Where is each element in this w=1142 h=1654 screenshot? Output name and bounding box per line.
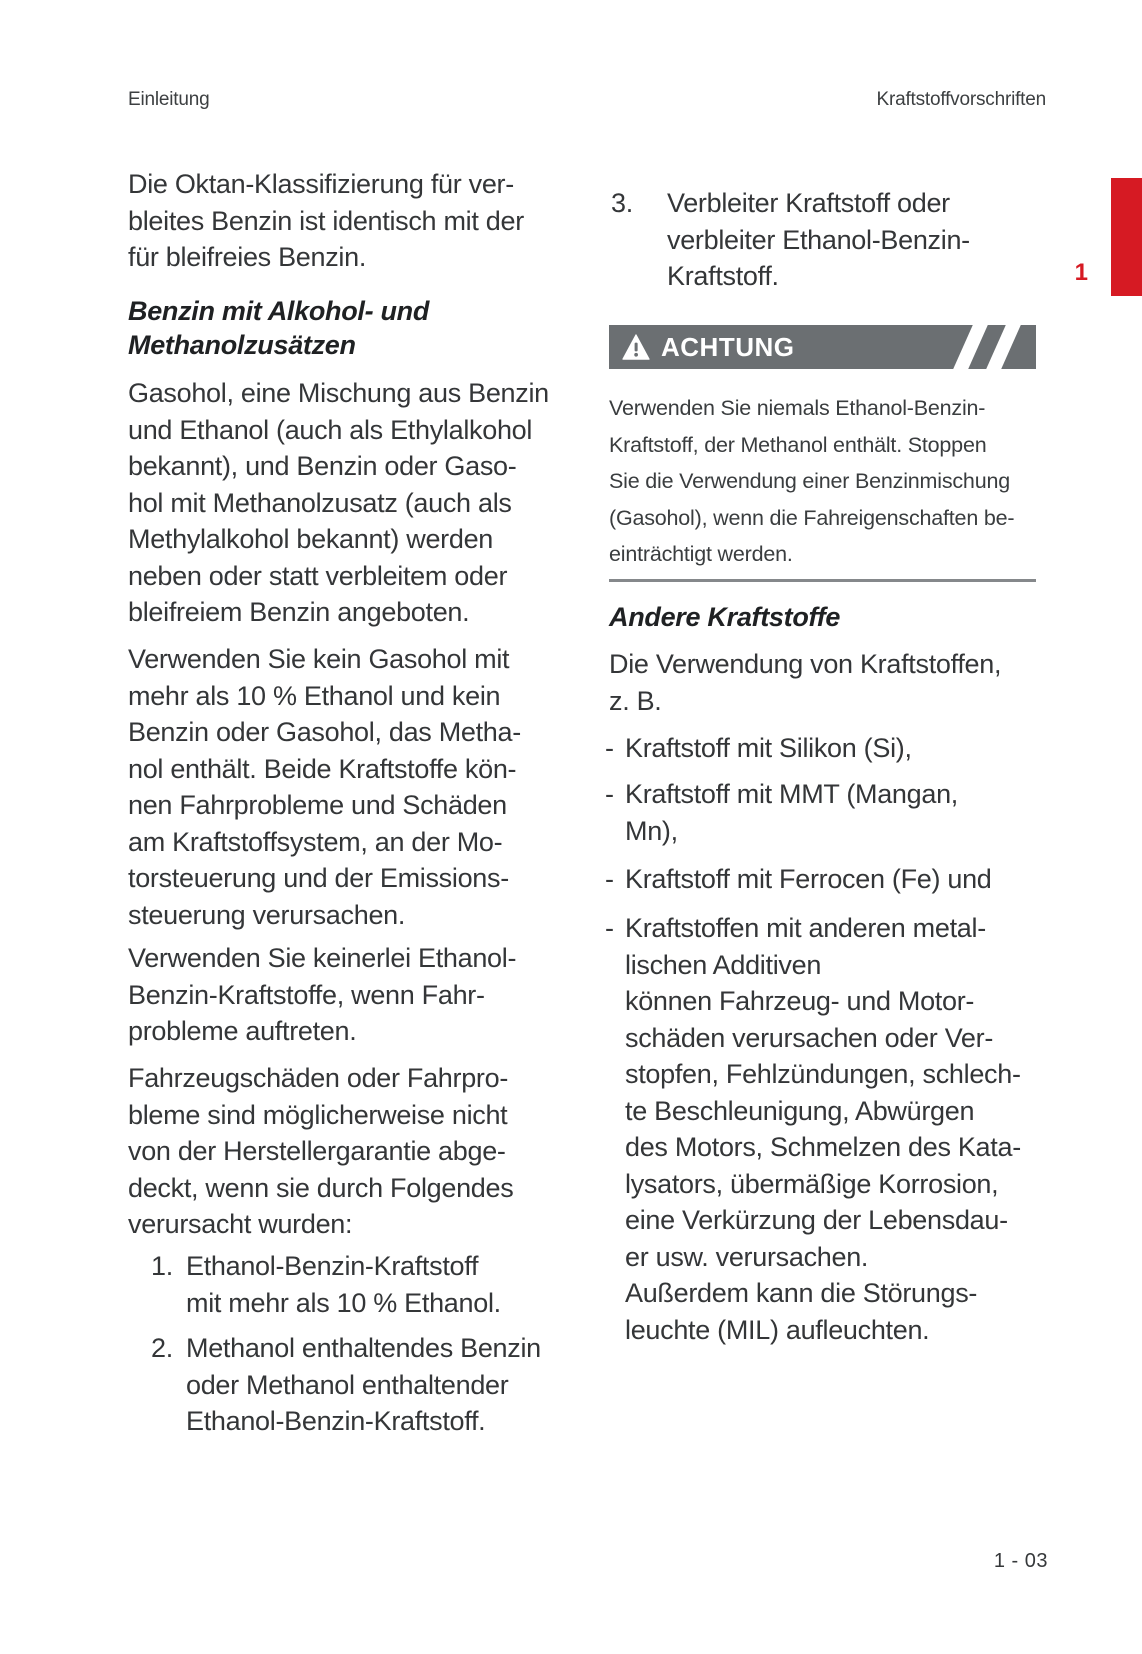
text-line: können Fahrzeug- und Motor- xyxy=(625,986,975,1016)
bullet-text xyxy=(625,730,912,767)
list-item-number: 2. xyxy=(151,1333,173,1363)
text-line: Benzin oder Gasohol, das Metha- xyxy=(128,717,521,747)
text-line: bekannt), und Benzin oder Gaso- xyxy=(128,451,517,481)
text-line: te Beschleunigung, Abwürgen xyxy=(625,1095,975,1126)
paragraph-verwendung-kraftstoffen xyxy=(609,646,1037,719)
caution-body xyxy=(609,390,1041,573)
chapter-tab-marker xyxy=(1111,178,1142,296)
text-line: mehr als 10 % Ethanol und kein xyxy=(128,680,501,711)
text-line: verbleiter Ethanol-Benzin- xyxy=(667,224,970,255)
text-line: Kraftstoff mit Ferrocen (Fe) und xyxy=(625,864,992,894)
text-line: Ethanol-Benzin-Kraftstoff xyxy=(186,1251,479,1281)
warning-triangle-icon xyxy=(622,334,650,360)
text-line: einträchtigt werden. xyxy=(609,542,793,567)
text-line: bleites Benzin ist identisch mit der xyxy=(128,205,524,236)
paragraph-fahrzeugschaeden xyxy=(128,1060,568,1243)
text-line: Außerdem kann die Störungs- xyxy=(625,1278,978,1308)
text-line: Benzin-Kraftstoffe, wenn Fahr- xyxy=(128,979,485,1010)
text-line: Kraftstoff mit MMT (Mangan, xyxy=(625,779,958,809)
text-line: und Ethanol (auch als Ethylalkohol xyxy=(128,414,533,445)
text-line: deckt, wenn sie durch Folgendes xyxy=(128,1172,514,1203)
text-line: Methanolzusätzen xyxy=(128,330,356,360)
paragraph-gasohol xyxy=(128,375,568,631)
list-item xyxy=(609,185,1037,295)
bullet-item xyxy=(605,730,1037,767)
header-right: Kraftstoffvorschriften xyxy=(876,89,1046,110)
caution-header-bar xyxy=(609,325,1036,369)
text-line: Die Verwendung von Kraftstoffen, xyxy=(609,649,1002,679)
bullet-item xyxy=(605,861,1037,898)
text-line: schäden verursachen oder Ver- xyxy=(625,1022,994,1053)
text-line: Kraftstoff. xyxy=(667,261,779,291)
text-line: Kraftstoffen mit anderen metal- xyxy=(625,913,986,943)
text-line: Kraftstoff, der Methanol enthält. Stoppen xyxy=(609,432,987,457)
text-line: neben oder statt verbleitem oder xyxy=(128,560,508,591)
text-line: Verwenden Sie kein Gasohol mit xyxy=(128,644,510,674)
text-line: probleme auftreten. xyxy=(128,1016,357,1046)
paragraph-kein-gasohol xyxy=(128,641,568,933)
bullet-text xyxy=(625,776,958,849)
text-line: Methanol enthaltendes Benzin xyxy=(186,1333,541,1363)
text-line: torsteuerung und der Emissions- xyxy=(128,863,509,893)
text-line: lysators, übermäßige Korrosion, xyxy=(625,1168,999,1199)
header-left: Einleitung xyxy=(128,89,210,110)
text-line: hol mit Methanolzusatz (auch als xyxy=(128,487,512,518)
text-line: nen Fahrprobleme und Schäden xyxy=(128,790,507,820)
text-line: lischen Additiven xyxy=(625,949,822,980)
text-line: am Kraftstoffsystem, an der Mo- xyxy=(128,826,503,857)
text-line: Gasohol, eine Mischung aus Benzin xyxy=(128,378,549,408)
paragraph-oktan-klassifizierung xyxy=(128,166,568,276)
list-item-text xyxy=(667,185,970,295)
paragraph-keinerlei-ethanol xyxy=(128,940,568,1050)
text-line: steuerung verursachen. xyxy=(128,899,406,930)
text-line: verursacht wurden: xyxy=(128,1209,353,1239)
section-heading-andere-kraftstoffe: Andere Kraftstoffe xyxy=(609,602,841,632)
text-line: bleme sind möglicherweise nicht xyxy=(128,1099,508,1130)
text-line: eine Verkürzung der Lebensdau- xyxy=(625,1205,1008,1235)
list-item xyxy=(128,1248,568,1321)
text-line: leuchte (MIL) aufleuchten. xyxy=(625,1314,930,1345)
bullet-text xyxy=(625,861,992,898)
chapter-number: 1 xyxy=(1074,259,1088,286)
list-item-number: 3. xyxy=(611,188,633,218)
bullet-dash: - xyxy=(605,779,614,809)
section-heading-benzin-alkohol xyxy=(128,294,568,362)
bullet-item xyxy=(605,910,1037,1348)
text-line: er usw. verursachen. xyxy=(625,1241,869,1272)
text-line: stopfen, Fehlzündungen, schlech- xyxy=(625,1059,1021,1089)
text-line: nol enthält. Beide Kraftstoffe kön- xyxy=(128,753,517,784)
caution-title: ACHTUNG xyxy=(661,331,795,362)
text-line: Ethanol-Benzin-Kraftstoff. xyxy=(186,1406,486,1436)
bullet-text xyxy=(625,910,1021,1348)
bullet-dash: - xyxy=(605,733,614,763)
text-line: Methylalkohol bekannt) werden xyxy=(128,524,494,554)
decorative-stripe xyxy=(951,325,991,369)
text-line: Verwenden Sie keinerlei Ethanol- xyxy=(128,943,517,973)
text-line: bleifreiem Benzin angeboten. xyxy=(128,597,470,627)
list-item-text xyxy=(186,1330,541,1440)
list-item-number: 1. xyxy=(151,1251,173,1281)
text-line: z. B. xyxy=(609,685,662,716)
text-line: für bleifreies Benzin. xyxy=(128,242,367,272)
text-line: des Motors, Schmelzen des Kata- xyxy=(625,1132,1021,1162)
bullet-dash: - xyxy=(605,913,614,943)
list-item xyxy=(128,1330,568,1440)
text-line: Benzin mit Alkohol- und xyxy=(128,296,430,326)
list-item-text xyxy=(186,1248,501,1321)
text-line: Sie die Verwendung einer Benzinmischung xyxy=(609,469,1010,494)
text-line: Kraftstoff mit Silikon (Si), xyxy=(625,733,912,763)
text-line: Verbleiter Kraftstoff oder xyxy=(667,188,950,218)
text-line: oder Methanol enthaltender xyxy=(186,1369,509,1400)
page-number: 1 - 03 xyxy=(993,1550,1048,1572)
text-line: (Gasohol), wenn die Fahreigenschaften be- xyxy=(609,505,1015,530)
decorative-stripe xyxy=(984,325,1024,369)
bullet-dash: - xyxy=(605,864,614,894)
caution-bottom-rule xyxy=(609,579,1036,582)
text-line: Verwenden Sie niemals Ethanol-Benzin- xyxy=(609,396,986,420)
text-line: mit mehr als 10 % Ethanol. xyxy=(186,1287,501,1318)
text-line: Die Oktan-Klassifizierung für ver- xyxy=(128,169,514,199)
text-line: von der Herstellergarantie abge- xyxy=(128,1136,506,1166)
bullet-item xyxy=(605,776,1037,849)
text-line: Fahrzeugschäden oder Fahrpro- xyxy=(128,1063,509,1093)
text-line: Mn), xyxy=(625,815,678,846)
